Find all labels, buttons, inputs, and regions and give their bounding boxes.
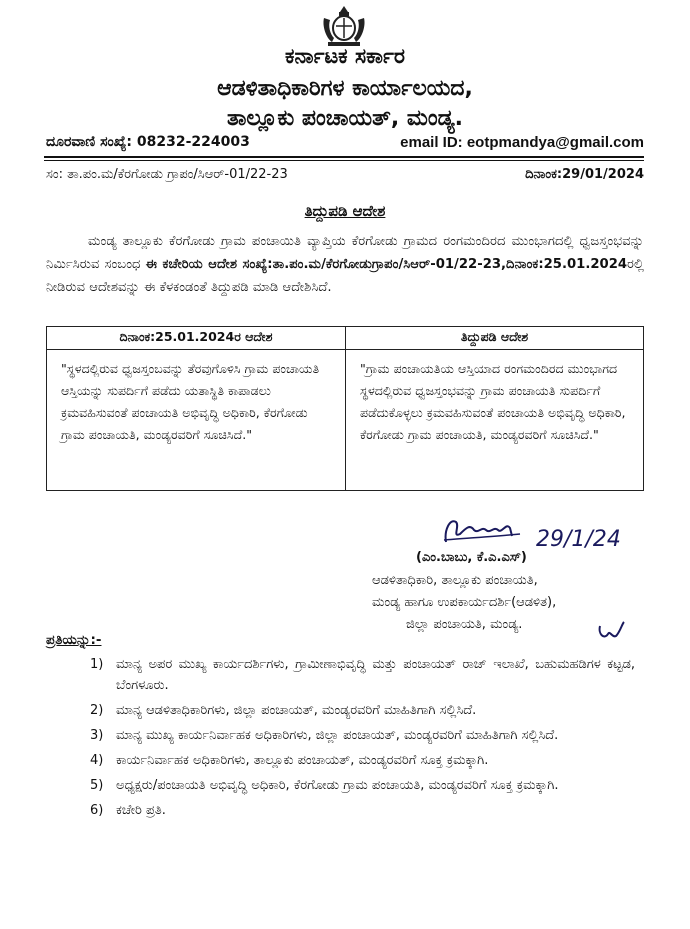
- body-text-part1: ಮಂಡ್ಯ ತಾಲ್ಲೂಕು ಕೆರಗೋಡು ಗ್ರಾಮ ಪಂಚಾಯಿತಿ ವ್ಯಾಪ್ತಿಯ ಕೆರಗೋಡು ಗ್ರಾಮದ ರಂಗಮಂದಿರದ ಮುಂಭಾಗದಲ್ಲಿ ಧ್ವಜಸ್ತಂಭವನ್ನು ನಿರ್ಮಿಸಿರುವ ಸಂಬಂಧ: [46, 234, 644, 272]
- email-address: email ID: eotpmandya@gmail.com: [400, 134, 644, 151]
- designation-line-2: ಮಂಡ್ಯ ಹಾಗೂ ಉಪಕಾರ್ಯದರ್ಶಿ(ಆಡಳಿತ),: [372, 595, 557, 610]
- comparison-table: [46, 326, 644, 491]
- reference-number: ಸಂ: ತಾ.ಪಂ.ಮ/ಕೆರಗೋಡು ಗ್ರಾಪಂ/ಸಿಆರ್-01/22-23: [46, 167, 288, 182]
- contact-line: [46, 134, 644, 154]
- state-emblem-icon: [318, 4, 370, 48]
- designation-line-3: ಜಿಲ್ಲಾ ಪಂಚಾಯತಿ, ಮಂಡ್ಯ.: [406, 617, 523, 632]
- list-item: 5) ಅಧ್ಯಕ್ಷರು/ಪಂಚಾಯತಿ ಅಭಿವೃದ್ಧಿ ಅಧಿಕಾರಿ, ಕೆರಗೋಡು ಗ್ರಾಮ ಪಂಚಾಯತಿ, ಮಂಡ್ಯರವರಿಗೆ ಸೂಕ್ತ ಕ್ರಮಕ್ಕಾಗಿ.: [90, 778, 559, 793]
- handwritten-date: 29/1/24: [536, 527, 621, 552]
- order-body: [46, 230, 644, 299]
- initial-mark: [596, 618, 626, 644]
- copies-list: [90, 654, 635, 825]
- list-item: 1) ಮಾನ್ಯ ಅಪರ ಮುಖ್ಯ ಕಾರ್ಯದರ್ಶಿಗಳು, ಗ್ರಾಮೀಣಾಭಿವೃದ್ಧಿ ಮತ್ತು ಪಂಚಾಯತ್ ರಾಜ್ ಇಲಾಖೆ, ಬಹುಮಹಡಿಗಳ ಕಟ್ಟಡ, ಬೆಂಗಳೂರು.: [90, 657, 635, 693]
- reference-line: [46, 167, 644, 185]
- office-place: ತಾಲ್ಲೂಕು ಪಂಚಾಯತ್, ಮಂಡ್ಯ.: [227, 106, 463, 131]
- office-name: ಆಡಳಿತಾಧಿಕಾರಿಗಳ ಕಾರ್ಯಾಲಯದ,: [217, 76, 473, 101]
- copies-heading: ಪ್ರತಿಯನ್ನು:-: [46, 632, 102, 648]
- government-name: ಕರ್ನಾಟಕ ಸರ್ಕಾರ: [285, 44, 405, 68]
- designation-line-1: ಆಡಳಿತಾಧಿಕಾರಿ, ತಾಲ್ಲೂಕು ಪಂಚಾಯತಿ,: [372, 573, 538, 588]
- amended-order-text: "ಗ್ರಾಮ ಪಂಚಾಯತಿಯ ಆಸ್ತಿಯಾದ ರಂಗಮಂದಿರದ ಮುಂಭಾಗದ ಸ್ಥಳದಲ್ಲಿರುವ ಧ್ವಜಸ್ತಂಭವನ್ನು ಗ್ರಾಮ ಪಂಚಾಯತಿ ಸುಪರ್ದಿಗೆ ಪಡೆದುಕೊಳ್ಳಲು ಕ್ರಮವಹಿಸುವಂತೆ ಪಂಚಾಯತಿ ಅಭಿವೃದ್ಧಿ ಅಧಿಕಾರಿ, ಕೆರಗೋಡು ಗ್ರಾಮ ಪಂಚಾಯತಿ, ಮಂಡ್ಯರವರಿಗೆ ಸೂಚಿಸಿದೆ.": [346, 350, 644, 491]
- signatory-designation: [372, 570, 556, 636]
- body-text-reference: ಈ ಕಚೇರಿಯ ಆದೇಶ ಸಂಖ್ಯೆ:ತಾ.ಪಂ.ಮ/ಕೆರಗೋಡುಗ್ರಾಪಂ/ಸಿಆರ್-01/22-23,ದಿನಾಂಕ:25.01.2024: [145, 257, 628, 272]
- list-item: 3) ಮಾನ್ಯ ಮುಖ್ಯ ಕಾರ್ಯನಿರ್ವಾಹಕ ಅಧಿಕಾರಿಗಳು, ಜಿಲ್ಲಾ ಪಂಚಾಯತ್, ಮಂಡ್ಯರವರಿಗೆ ಮಾಹಿತಿಗಾಗಿ ಸಲ್ಲಿಸಿದೆ.: [90, 728, 559, 743]
- original-order-text: "ಸ್ಥಳದಲ್ಲಿರುವ ಧ್ವಜಸ್ತಂಬವನ್ನು ತೆರವುಗೊಳಿಸಿ ಗ್ರಾಮ ಪಂಚಾಯತಿ ಆಸ್ತಿಯನ್ನು ಸುಪರ್ದಿಗೆ ಪಡೆದು ಯತಾಸ್ಥಿತಿ ಕಾಪಾಡಲು ಕ್ರಮವಹಿಸುವಂತೆ ಪಂಚಾಯತಿ ಅಭಿವೃದ್ಧಿ ಅಧಿಕಾರಿ, ಕೆರಗೋಡು ಗ್ರಾಮ ಪಂಚಾಯತಿ, ಮಂಡ್ಯರವರಿಗೆ ಸೂಚಿಸಿದೆ.": [47, 350, 346, 491]
- header-rule-thin: [44, 160, 644, 161]
- body-text-part3: ರಲ್ಲಿ ನೀಡಿರುವ ಆದೇಶವನ್ನು ಈ ಕೆಳಕಂಡಂತೆ ತಿದ್ದುಪಡಿ ಮಾಡಿ ಆದೇಶಿಸಿದೆ.: [46, 257, 644, 295]
- order-date: ದಿನಾಂಕ:29/01/2024: [525, 167, 644, 182]
- list-item: 6) ಕಚೇರಿ ಪ್ರತಿ.: [90, 803, 166, 818]
- header-rule: [44, 156, 644, 158]
- order-title: ತಿದ್ದುಪಡಿ ಆದೇಶ: [304, 202, 386, 220]
- signatory-name: (ಎಂ.ಬಾಬು, ಕೆ.ಎ.ಎಸ್): [416, 550, 527, 565]
- list-item: 4) ಕಾರ್ಯನಿರ್ವಾಹಕ ಅಧಿಕಾರಿಗಳು, ತಾಲ್ಲೂಕು ಪಂಚಾಯತ್, ಮಂಡ್ಯರವರಿಗೆ ಸೂಕ್ತ ಕ್ರಮಕ್ಕಾಗಿ.: [90, 753, 489, 768]
- table-row: [47, 350, 644, 491]
- table-header-amended: ತಿದ್ದುಪಡಿ ಆದೇಶ: [346, 327, 644, 350]
- table-header-original: ದಿನಾಂಕ:25.01.2024ರ ಆದೇಶ: [47, 327, 346, 350]
- phone-number: ದೂರವಾಣಿ ಸಂಖ್ಯೆ: 08232-224003: [46, 134, 250, 150]
- handwritten-signature: [440, 512, 630, 552]
- table-header-row: [47, 327, 644, 350]
- list-item: 2) ಮಾನ್ಯ ಆಡಳಿತಾಧಿಕಾರಿಗಳು, ಜಿಲ್ಲಾ ಪಂಚಾಯತ್, ಮಂಡ್ಯರವರಿಗೆ ಮಾಹಿತಿಗಾಗಿ ಸಲ್ಲಿಸಿದೆ.: [90, 703, 477, 718]
